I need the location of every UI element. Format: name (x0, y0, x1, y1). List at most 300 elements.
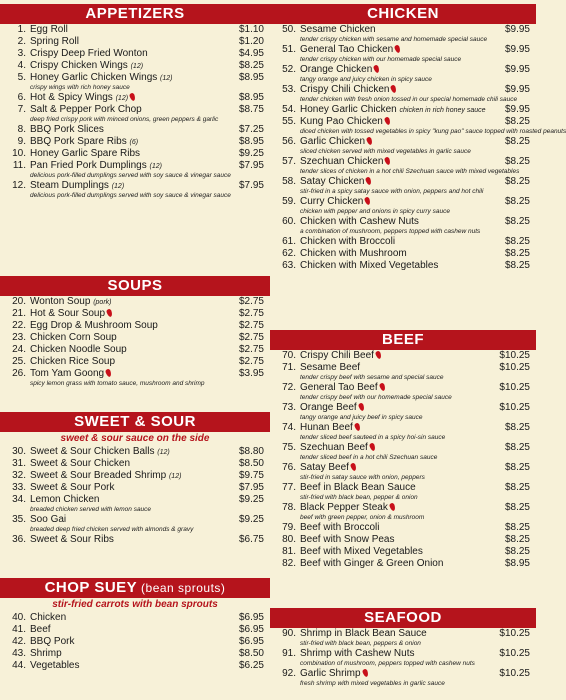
item-name: Sweet & Sour Chicken Balls (12) (30, 446, 170, 457)
menu-item-row (4, 612, 264, 624)
item-name: Sesame Chicken (300, 24, 376, 35)
menu-item-row (274, 522, 530, 534)
menu-item (0, 148, 270, 160)
item-price: $2.75 (238, 308, 264, 319)
item-name: Beef with Ginger & Green Onion (300, 558, 444, 569)
item-number: 34. (12, 494, 26, 505)
menu-item-row (4, 124, 264, 136)
item-description: tender crispy chicken with our homemade special sauce (300, 56, 462, 63)
chili-pepper-icon (379, 382, 386, 391)
item-name: Shrimp with Cashew Nuts (300, 648, 415, 659)
menu-item (270, 522, 536, 534)
menu-item-row (274, 176, 530, 188)
item-price: $8.25 (504, 442, 530, 453)
item-number: 30. (12, 446, 26, 457)
item-number: 72. (282, 382, 296, 393)
item-description: spicy lemon grass with tomato sauce, mushroom and shrimp (30, 380, 205, 387)
menu-item (0, 660, 270, 672)
item-name: Steam Dumplings (12) (30, 180, 125, 191)
item-description: tender crispy beef with our homemade special sauce (300, 394, 452, 401)
item-number: 53. (282, 84, 296, 95)
item-price: $4.95 (238, 48, 264, 59)
menu-item-row (274, 196, 530, 208)
section-title-text: SWEET & SOUR (74, 413, 196, 430)
section-note: stir-fried carrots with bean sprouts (52, 599, 218, 610)
menu-item (0, 308, 270, 320)
item-number: 2. (17, 36, 26, 47)
menu-item-row (4, 296, 264, 308)
item-number: 40. (12, 612, 26, 623)
item-number: 31. (12, 458, 26, 469)
item-description: fresh shrimp with mixed vegetables in garlic sauce (300, 680, 445, 687)
item-price: $3.95 (238, 368, 264, 379)
item-description: stir-fried with black bean, pepper & onion (300, 494, 418, 501)
item-price: $6.95 (238, 612, 264, 623)
item-name: Szechuan Beef (300, 442, 494, 454)
item-name: General Tao Beef (300, 382, 494, 394)
chili-pepper-icon (350, 462, 357, 471)
menu-item (270, 176, 536, 196)
menu-item (270, 136, 536, 156)
menu-item-row (274, 104, 530, 116)
menu-item (270, 382, 536, 402)
item-price: $8.25 (504, 546, 530, 557)
menu-item-row (274, 402, 530, 414)
menu-item-row (4, 136, 264, 148)
item-name: Egg Drop & Mushroom Soup (30, 320, 158, 331)
item-quantity-tag: (6) (129, 139, 139, 146)
section-title-chicken (270, 4, 536, 24)
item-price: $10.25 (499, 350, 530, 361)
item-description: chicken with pepper and onions in spicy curry sauce (300, 208, 450, 215)
item-price: $7.95 (238, 180, 264, 191)
menu-item-row (274, 136, 530, 148)
menu-item (0, 124, 270, 136)
chili-pepper-icon (361, 668, 368, 677)
item-number: 50. (282, 24, 296, 35)
menu-item-row (4, 368, 264, 380)
item-description: tender chicken with fresh onion tossed in our special homemade chili sauce (300, 96, 518, 103)
item-price: $10.25 (499, 362, 530, 373)
menu-item (0, 320, 270, 332)
menu-item-row (4, 60, 264, 72)
menu-item (270, 648, 536, 668)
item-name: Soo Gai (30, 514, 67, 525)
item-name: Sweet & Sour Chicken (30, 458, 131, 469)
item-price: $8.25 (504, 422, 530, 433)
item-price: $7.25 (238, 124, 264, 135)
item-name: Orange Beef (300, 402, 494, 414)
menu-item (270, 84, 536, 104)
item-number: 60. (282, 216, 296, 227)
menu-item-row (4, 320, 264, 332)
item-description: tender sliced beef sauteed in a spicy hoi-sin sauce (300, 434, 446, 441)
item-description: breaded chicken served with lemon sauce (30, 506, 152, 513)
menu-section-chicken (270, 4, 566, 272)
item-number: 55. (282, 116, 296, 127)
item-name: Crispy Chicken Wings (12) (30, 60, 144, 71)
item-number: 11. (12, 160, 26, 171)
item-number: 73. (282, 402, 296, 413)
item-name: Satay Beef (300, 462, 494, 474)
item-price: $8.25 (504, 260, 530, 271)
item-description: stir-fried with black bean, peppers & onion (300, 640, 421, 647)
section-title-seafood (270, 608, 536, 628)
item-quantity-tag: (12) (130, 63, 144, 70)
item-description: tangy orange and juicy chicken in spicy sauce (300, 76, 432, 83)
item-number: 54. (282, 104, 296, 115)
item-name: Crispy Chili Beef (300, 350, 494, 362)
item-number: 58. (282, 176, 296, 187)
menu-item (270, 442, 536, 462)
item-price: $9.75 (238, 470, 264, 481)
menu-item (0, 648, 270, 660)
menu-item-row (4, 36, 264, 48)
section-title-soups (0, 276, 270, 296)
chili-pepper-icon (369, 442, 376, 451)
item-price: $8.25 (238, 60, 264, 71)
item-price: $8.25 (504, 156, 530, 167)
item-price: $1.20 (238, 36, 264, 47)
item-description: delicious pork-filled dumplings served with soy sauce & vinegar sauce (30, 192, 231, 199)
item-price: $2.75 (238, 320, 264, 331)
menu-item (270, 116, 566, 136)
item-number: 9. (17, 136, 26, 147)
menu-section-seafood (270, 608, 536, 688)
item-description: tangy orange and juicy beef in spicy sauce (300, 414, 423, 421)
item-price: $8.25 (504, 176, 530, 187)
menu-item (0, 332, 270, 344)
item-price: $6.95 (238, 624, 264, 635)
item-description: sliced chicken served with mixed vegetables in garlic sauce (300, 148, 471, 155)
item-quantity-tag: (12) (115, 95, 129, 102)
item-name: BBQ Pork (30, 636, 75, 647)
section-title-text: CHOP SUEY (44, 579, 138, 596)
menu-item-row (274, 502, 530, 514)
item-name: Beef (30, 624, 51, 635)
item-number: 51. (282, 44, 296, 55)
chili-pepper-icon (354, 422, 361, 431)
item-price: $8.25 (504, 522, 530, 533)
item-price: $10.25 (499, 628, 530, 639)
item-number: 35. (12, 514, 26, 525)
chili-pepper-icon (129, 92, 136, 101)
menu-item-row (274, 236, 530, 248)
item-number: 8. (17, 124, 26, 135)
menu-item (270, 402, 536, 422)
item-number: 76. (282, 462, 296, 473)
item-name: Kung Pao Chicken (300, 116, 494, 128)
item-price: $2.75 (238, 356, 264, 367)
menu-section-sweet_sour (0, 412, 270, 546)
item-name: Wonton Soup (pork) (30, 296, 112, 307)
chili-pepper-icon (384, 156, 391, 165)
menu-section-appetizers (0, 4, 270, 200)
menu-item-row (274, 442, 530, 454)
menu-item-row (4, 104, 264, 116)
item-description: breaded deep fried chicken served with almonds & gravy (30, 526, 194, 533)
item-number: 79. (282, 522, 296, 533)
item-price: $8.25 (504, 482, 530, 493)
item-number: 20. (12, 296, 26, 307)
menu-item (0, 612, 270, 624)
item-price: $8.75 (238, 104, 264, 115)
menu-item (270, 64, 536, 84)
chili-pepper-icon (394, 44, 401, 53)
item-quantity-tag: (12) (168, 473, 182, 480)
item-number: 80. (282, 534, 296, 545)
item-name: Chicken Corn Soup (30, 332, 117, 343)
menu-item-row (274, 648, 530, 660)
item-number: 70. (282, 350, 296, 361)
item-price: $8.25 (504, 462, 530, 473)
item-description: diced chicken with tossed vegetables in spicy "kung pao" sauce topped with roasted peanuts (300, 128, 566, 135)
item-number: 74. (282, 422, 296, 433)
menu-item (0, 92, 270, 104)
item-name: Chicken Noodle Soup (30, 344, 127, 355)
item-price: $6.95 (238, 636, 264, 647)
item-name: Tom Yam Goong (30, 368, 228, 380)
item-name: Beef with Snow Peas (300, 534, 395, 545)
menu-item-row (4, 344, 264, 356)
item-name: Shrimp (30, 648, 62, 659)
item-price: $2.75 (238, 296, 264, 307)
item-number: 4. (17, 60, 26, 71)
item-number: 32. (12, 470, 26, 481)
item-name: Curry Chicken (300, 196, 494, 208)
menu-item (270, 462, 536, 482)
menu-item (270, 216, 536, 236)
item-description: deep fried crispy pork with minced onions, green peppers & garlic (30, 116, 219, 123)
menu-item (0, 494, 270, 514)
item-price: $9.95 (504, 44, 530, 55)
item-number: 22. (12, 320, 26, 331)
item-description: stir-fried in a spicy satay sauce with onion, peppers and hot chili (300, 188, 484, 195)
section-title-appetizers (0, 4, 270, 24)
item-number: 44. (12, 660, 26, 671)
item-name: Chicken with Mixed Vegetables (300, 260, 439, 271)
menu-item (0, 356, 270, 368)
menu-item-row (4, 180, 264, 192)
item-name: Salt & Pepper Pork Chop (30, 104, 142, 115)
item-number: 41. (12, 624, 26, 635)
item-name: Black Pepper Steak (300, 502, 494, 514)
item-name: Sweet & Sour Pork (30, 482, 115, 493)
item-name: Beef with Broccoli (300, 522, 380, 533)
chili-pepper-icon (365, 176, 372, 185)
menu-item-row (274, 422, 530, 434)
menu-item-row (274, 84, 530, 96)
menu-item-row (4, 624, 264, 636)
item-name: Beef with Mixed Vegetables (300, 546, 423, 557)
item-number: 82. (282, 558, 296, 569)
item-price: $9.25 (238, 514, 264, 525)
item-name: BBQ Pork Slices (30, 124, 104, 135)
item-name: Vegetables (30, 660, 80, 671)
item-name: Hot & Spicy Wings (12) (30, 92, 228, 104)
item-price: $8.95 (238, 136, 264, 147)
item-price: $8.95 (238, 72, 264, 83)
menu-item-row (4, 470, 264, 482)
menu-item-row (274, 260, 530, 272)
item-price: $6.75 (238, 534, 264, 545)
menu-item-row (4, 24, 264, 36)
item-price: $9.95 (504, 84, 530, 95)
menu-item (0, 470, 270, 482)
item-number: 12. (12, 180, 26, 191)
item-number: 78. (282, 502, 296, 513)
menu-item (0, 160, 270, 180)
item-price: $8.25 (504, 236, 530, 247)
item-number: 24. (12, 344, 26, 355)
item-price: $8.25 (504, 196, 530, 207)
chili-pepper-icon (364, 196, 371, 205)
item-number: 23. (12, 332, 26, 343)
item-name: Crispy Deep Fried Wonton (30, 48, 148, 59)
menu-item-row (274, 558, 530, 570)
chili-pepper-icon (366, 136, 373, 145)
chili-pepper-icon (389, 502, 396, 511)
menu-item (270, 668, 536, 688)
menu-item-row (274, 350, 530, 362)
menu-item-row (4, 446, 264, 458)
item-name: Beef in Black Bean Sauce (300, 482, 416, 493)
menu-item (270, 260, 536, 272)
section-title-chop_suey (0, 578, 270, 598)
item-number: 90. (282, 628, 296, 639)
item-number: 36. (12, 534, 26, 545)
item-number: 59. (282, 196, 296, 207)
item-number: 1. (17, 24, 26, 35)
menu-item-row (4, 160, 264, 172)
item-price: $9.95 (504, 24, 530, 35)
item-price: $9.25 (238, 148, 264, 159)
menu-item-row (274, 24, 530, 36)
menu-item-row (4, 148, 264, 160)
item-number: 43. (12, 648, 26, 659)
menu-item-row (4, 482, 264, 494)
item-price: $8.25 (504, 136, 530, 147)
menu-item (270, 362, 536, 382)
item-name: Crispy Chili Chicken (300, 84, 494, 96)
item-price: $10.25 (499, 668, 530, 679)
menu-item (0, 180, 270, 200)
item-name: Szechuan Chicken (300, 156, 494, 168)
menu-item (0, 24, 270, 36)
menu-item (270, 546, 536, 558)
menu-item (270, 628, 536, 648)
menu-item-row (4, 308, 264, 320)
item-name: Chicken with Broccoli (300, 236, 396, 247)
item-number: 62. (282, 248, 296, 259)
item-description: chicken in rich honey sauce (399, 107, 486, 114)
menu-item (270, 248, 536, 260)
menu-item-row (4, 332, 264, 344)
item-description: tender crispy chicken with sesame and homemade special sauce (300, 36, 488, 43)
menu-item (0, 36, 270, 48)
item-name: Orange Chicken (300, 64, 494, 76)
item-price: $8.25 (504, 502, 530, 513)
item-description: combination of mushroom, peppers topped with cashew nuts (300, 660, 475, 667)
chili-pepper-icon (390, 84, 397, 93)
item-number: 91. (282, 648, 296, 659)
item-name: Shrimp in Black Bean Sauce (300, 628, 427, 639)
chili-pepper-icon (373, 64, 380, 73)
menu-item-row (274, 462, 530, 474)
menu-item (270, 502, 536, 522)
item-description: tender sliced beef in a hot chili Szechuan sauce (300, 454, 438, 461)
item-description: delicious pork-filled dumplings served with soy sauce & vinegar sauce (30, 172, 231, 179)
menu-item (270, 422, 536, 442)
section-title-sweet_sour (0, 412, 270, 432)
item-price: $8.95 (238, 92, 264, 103)
menu-item (270, 558, 536, 570)
menu-item (0, 624, 270, 636)
item-price: $2.75 (238, 344, 264, 355)
item-number: 6. (17, 92, 26, 103)
menu-item-row (274, 216, 530, 228)
menu-item (0, 48, 270, 60)
item-description: beef with green pepper, onion & mushroom (300, 514, 425, 521)
item-name: Sweet & Sour Ribs (30, 534, 114, 545)
item-number: 92. (282, 668, 296, 679)
chili-pepper-icon (384, 116, 391, 125)
item-name: Satay Chicken (300, 176, 494, 188)
item-price: $8.50 (238, 458, 264, 469)
menu-item-row (274, 546, 530, 558)
item-number: 25. (12, 356, 26, 367)
item-description: crispy wings with rich honey sauce (30, 84, 130, 91)
item-quantity-tag: (12) (160, 75, 173, 82)
menu-item (0, 344, 270, 356)
item-number: 71. (282, 362, 296, 373)
menu-item-row (4, 514, 264, 526)
item-name: Honey Garlic Chicken Wings (12) (30, 72, 173, 83)
item-number: 77. (282, 482, 296, 493)
chili-pepper-icon (375, 350, 382, 359)
section-title-text: APPETIZERS (85, 5, 185, 22)
item-name: Hot & Sour Soup (30, 308, 228, 320)
item-name: Lemon Chicken (30, 494, 100, 505)
item-number: 56. (282, 136, 296, 147)
item-number: 81. (282, 546, 296, 557)
section-title-text: BEEF (381, 331, 424, 348)
menu-item (270, 350, 536, 362)
section-note: sweet & sour sauce on the side (60, 433, 210, 444)
item-name: Sesame Beef (300, 362, 361, 373)
item-price: $10.25 (499, 648, 530, 659)
menu-item (0, 636, 270, 648)
menu-item (270, 156, 536, 176)
section-title-text: SEAFOOD (364, 609, 442, 626)
item-price: $9.95 (504, 64, 530, 75)
menu-item-row (4, 48, 264, 60)
item-quantity-tag: (12) (149, 163, 162, 170)
item-name: Pan Fried Pork Dumplings (12) (30, 160, 162, 171)
menu-item (0, 136, 270, 148)
item-number: 33. (12, 482, 26, 493)
item-name: Sweet & Sour Breaded Shrimp (12) (30, 470, 182, 481)
item-price: $1.10 (238, 24, 264, 35)
menu-section-beef (270, 330, 536, 570)
menu-item-row (4, 72, 264, 84)
item-number: 10. (12, 148, 26, 159)
menu-item (0, 104, 270, 124)
item-quantity-tag: (pork) (93, 299, 112, 306)
chili-pepper-icon (358, 402, 365, 411)
item-number: 42. (12, 636, 26, 647)
item-name: Garlic Shrimp (300, 668, 494, 680)
